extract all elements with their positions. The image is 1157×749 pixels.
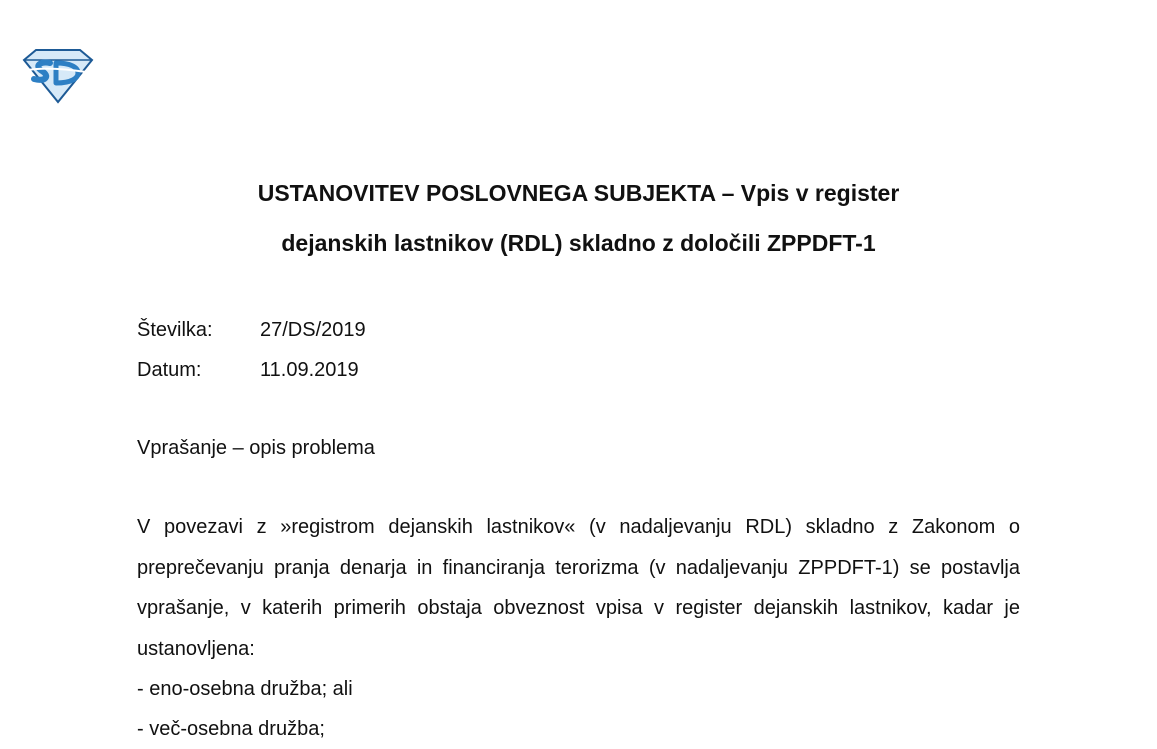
list-item: - več-osebna družba; [137, 718, 325, 740]
date-value: 11.09.2019 [260, 359, 359, 381]
body-paragraph: V povezavi z »registrom dejanskih lastnikov« (v nadaljevanju RDL) skladno z Zakonom o preprečevanju pranja denarja in financiranja terorizma (v nadaljevanju ZPPDFT-1) se postavlja vprašanje, v katerih primerih obstaja obveznost vpisa v register dejanskih lastnikov, kadar je ustanovljena: [137, 516, 1020, 660]
title-line-1: USTANOVITEV POSLOVNEGA SUBJEKTA – Vpis v register [257, 180, 900, 206]
document-title [0, 168, 1157, 268]
company-type-list [137, 669, 353, 749]
date-label: Datum: [137, 359, 202, 381]
section-heading: Vprašanje – opis problema [137, 437, 375, 459]
number-label: Številka: [137, 319, 213, 341]
company-logo [20, 46, 96, 104]
title-line-2: dejanskih lastnikov (RDL) skladno z določili ZPPDFT-1 [281, 230, 876, 256]
meta-number-row [137, 310, 366, 350]
meta-date-row [137, 350, 366, 390]
number-value: 27/DS/2019 [260, 319, 366, 341]
document-meta [137, 310, 366, 390]
list-item: - eno-osebna družba; ali [137, 678, 353, 700]
